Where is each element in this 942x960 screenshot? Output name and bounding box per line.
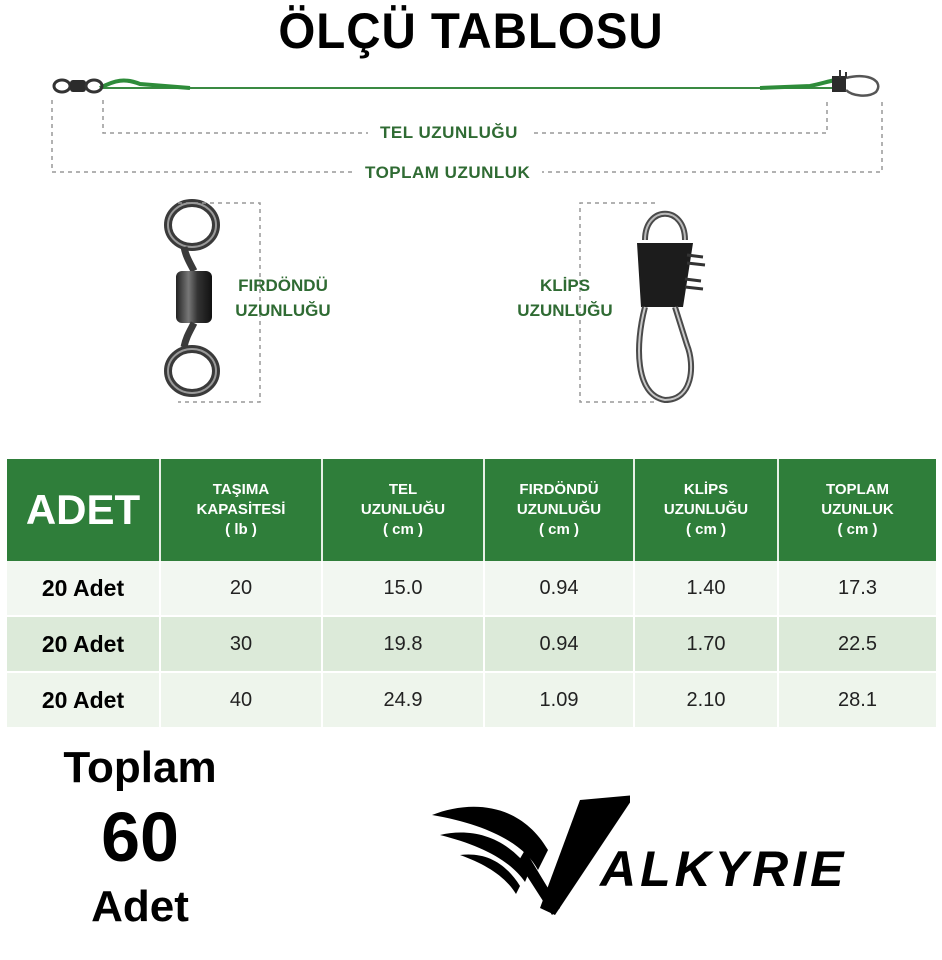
table-cell: 30 [160, 616, 322, 672]
column-header-line: ( cm ) [382, 521, 423, 538]
total-count [40, 742, 240, 934]
table-cell: 1.09 [484, 672, 634, 727]
table-cell: 15.0 [322, 561, 484, 616]
column-header-line: ( lb ) [225, 521, 257, 538]
column-header-line: KAPASİTESİ [196, 501, 286, 518]
clip-length-label [510, 273, 620, 323]
total-line1: Toplam [63, 743, 217, 792]
page-title: ÖLÇÜ TABLOSU [278, 3, 664, 59]
spec-table [7, 459, 936, 727]
column-header [634, 459, 778, 561]
table-row [7, 561, 936, 616]
column-header-line: ADET [25, 486, 141, 533]
table-header-row [7, 459, 936, 561]
spec-table-container [7, 459, 936, 725]
column-header-line: UZUNLUĞU [516, 501, 602, 518]
column-header [160, 459, 322, 561]
table-cell: 0.94 [484, 561, 634, 616]
column-header-line: ( cm ) [538, 521, 579, 538]
table-cell: 28.1 [778, 672, 936, 727]
table-row [7, 616, 936, 672]
total-unit: Adet [91, 882, 189, 931]
table-row [7, 672, 936, 727]
left-crimp-sleeve [100, 81, 190, 88]
column-header-line: TOPLAM [825, 481, 890, 498]
brand-name: ALKYRIE [600, 841, 848, 897]
table-cell: 0.94 [484, 616, 634, 672]
table-cell: 17.3 [778, 561, 936, 616]
column-header-adet [7, 459, 160, 561]
table-cell: 20 [160, 561, 322, 616]
column-header [778, 459, 936, 561]
swivel-label-line2: UZUNLUĞU [235, 301, 331, 320]
table-cell: 19.8 [322, 616, 484, 672]
table-cell: 1.40 [634, 561, 778, 616]
table-cell: 40 [160, 672, 322, 727]
clip-label-line1: KLİPS [539, 276, 591, 295]
column-header-line: ( cm ) [685, 521, 726, 538]
column-header-line: KLİPS [683, 481, 729, 498]
column-header-line: ( cm ) [837, 521, 878, 538]
table-cell: 20 Adet [7, 616, 160, 672]
total-length-label: TOPLAM UZUNLUK [353, 163, 542, 183]
column-header-line: UZUNLUĞU [663, 501, 749, 518]
table-cell: 24.9 [322, 672, 484, 727]
table-cell: 20 Adet [7, 672, 160, 727]
total-number: 60 [101, 798, 179, 876]
column-header [322, 459, 484, 561]
table-cell: 20 Adet [7, 561, 160, 616]
right-crimp-sleeve [760, 80, 835, 88]
table-cell: 2.10 [634, 672, 778, 727]
swivel-label-line1: FIRDÖNDÜ [238, 276, 328, 295]
table-cell: 22.5 [778, 616, 936, 672]
column-header-line: FIRDÖNDÜ [519, 481, 599, 498]
column-header-line: TAŞIMA [212, 481, 270, 498]
column-header [484, 459, 634, 561]
small-swivel-icon [54, 80, 102, 92]
column-header-line: TEL [388, 481, 418, 498]
column-header-line: UZUNLUĞU [360, 501, 446, 518]
column-header-line: UZUNLUK [821, 501, 894, 518]
swivel-length-label [228, 273, 338, 323]
clip-label-line2: UZUNLUĞU [517, 301, 613, 320]
table-cell: 1.70 [634, 616, 778, 672]
tel-length-label: TEL UZUNLUĞU [368, 123, 530, 143]
small-clip-icon [832, 70, 878, 96]
